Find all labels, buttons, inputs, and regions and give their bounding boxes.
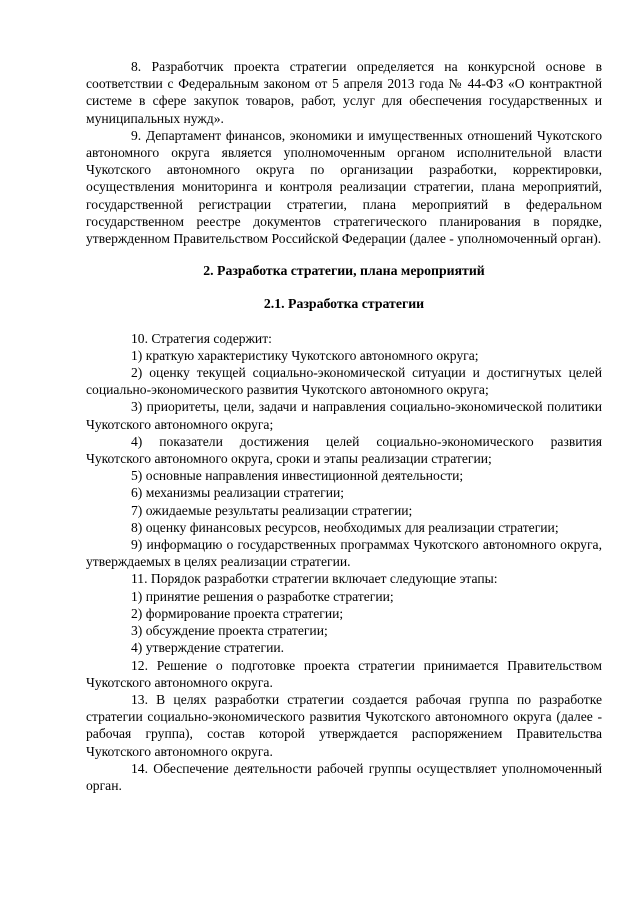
paragraph-13: 13. В целях разработки стратегии создается рабочая группа по разработке стратегии социально-экономического развития Чукотского автономного округа (далее - рабочая группа), состав которой утверждается распоряжением Правительства Чукотского автономного округа. xyxy=(86,691,602,759)
paragraph-8: 8. Разработчик проекта стратегии определяется на конкурсной основе в соответствии с Федеральным законом от 5 апреля 2013 года № 44-ФЗ «О контрактной системе в сфере закупок товаров, работ, услуг для обеспечения государственных и муниципальных нужд». xyxy=(86,59,602,126)
paragraph-10: 10. Стратегия содержит: xyxy=(131,330,272,346)
list-item-11-4: 4) утверждение стратегии. xyxy=(131,640,285,656)
list-item-10-3: 3) приоритеты, цели, задачи и направления социально-экономической политики Чукотского автономного округа; xyxy=(86,399,602,432)
list-item-10-7: 7) ожидаемые результаты реализации стратегии; xyxy=(131,502,413,518)
list-item-10-5: 5) основные направления инвестиционной деятельности; xyxy=(131,468,464,484)
list-item-10-1: 1) краткую характеристику Чукотского автономного округа; xyxy=(131,347,479,363)
list-item-10-2: 2) оценку текущей социально-экономической ситуации и достигнутых целей социально-экономического развития Чукотского автономного округа; xyxy=(86,365,602,398)
list-item-10-6: 6) механизмы реализации стратегии; xyxy=(131,485,345,501)
list-item-11-1: 1) принятие решения о разработке стратегии; xyxy=(131,588,394,604)
document-page xyxy=(86,58,602,794)
list-item-10-8: 8) оценку финансовых ресурсов, необходимых для реализации стратегии; xyxy=(131,519,559,535)
subsection-heading-2-1: 2.1. Разработка стратегии xyxy=(263,296,425,312)
list-item-10-4: 4) показатели достижения целей социально-экономического развития Чукотского автономного округа, сроки и этапы реализации стратегии; xyxy=(86,433,602,467)
paragraph-9: 9. Департамент финансов, экономики и имущественных отношений Чукотского автономного округа является уполномоченным органом исполнительной власти Чукотского автономного округа по организации разработки, корректировки, осуществления мониторинга и контроля реализации стратегии, плана мероприятий, государственной регистрации стратегии, плана мероприятий в федеральном государственном реестре документов стратегического планирования в порядке, утвержденном Правительством Российской Федерации (далее - уполномоченный орган). xyxy=(86,127,602,247)
section-heading-2: 2. Разработка стратегии, плана мероприятий xyxy=(203,263,485,279)
list-item-11-2: 2) формирование проекта стратегии; xyxy=(131,605,344,621)
list-item-10-9: 9) информацию о государственных программах Чукотского автономного округа, утверждаемых в целях реализации стратегии. xyxy=(86,537,602,570)
paragraph-12: 12. Решение о подготовке проекта стратегии принимается Правительством Чукотского автономного округа. xyxy=(86,657,602,690)
list-item-11-3: 3) обсуждение проекта стратегии; xyxy=(131,623,328,639)
paragraph-14: 14. Обеспечение деятельности рабочей группы осуществляет уполномоченный орган. xyxy=(86,760,602,793)
paragraph-11: 11. Порядок разработки стратегии включает следующие этапы: xyxy=(131,571,498,587)
